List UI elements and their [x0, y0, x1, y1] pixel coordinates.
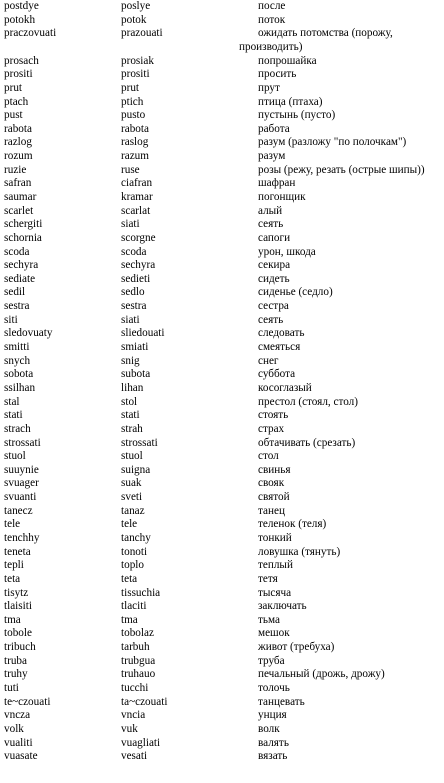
variant-word: sedieti: [121, 272, 151, 285]
russian-translation: [258, 396, 358, 410]
table-row: [0, 627, 444, 641]
table-row: [0, 696, 444, 710]
russian-translation: [258, 341, 300, 355]
source-word: sedil: [4, 286, 26, 299]
source-word: scarlet: [4, 204, 34, 217]
table-row: [0, 286, 444, 300]
translation-text: стол: [258, 450, 279, 463]
russian-translation: [258, 368, 295, 382]
table-row: [0, 191, 444, 205]
table-row: [0, 723, 444, 737]
variant-word: siati: [121, 313, 140, 326]
translation-text: после: [258, 0, 286, 12]
translation-text: танцевать: [258, 695, 305, 708]
translation-text: заключать: [258, 600, 307, 613]
russian-translation: [258, 382, 312, 396]
translation-text: работа: [258, 122, 290, 135]
russian-translation: [258, 723, 280, 737]
table-row: [0, 273, 444, 287]
russian-translation: [258, 177, 295, 191]
translation-text: тонкий: [258, 532, 292, 544]
variant-word: tele: [121, 518, 138, 531]
translation-text: косоглазый: [258, 381, 312, 394]
russian-translation: [258, 191, 306, 205]
source-word: postdye: [4, 0, 39, 12]
variant-word: suak: [121, 477, 142, 490]
table-row: [0, 327, 444, 341]
variant-word: sechyra: [121, 259, 156, 272]
translation-text: тьма: [258, 613, 280, 626]
source-word: sledovuaty: [4, 327, 53, 340]
russian-translation: [258, 82, 280, 96]
source-word: svuager: [4, 477, 39, 490]
translation-text: погонщик: [258, 190, 306, 203]
source-word: rabota: [4, 122, 32, 135]
translation-text: тетя: [258, 572, 278, 585]
variant-word: raslog: [121, 136, 149, 149]
source-word: volk: [4, 722, 24, 735]
table-row: [0, 573, 444, 587]
russian-translation: [258, 573, 278, 587]
source-word: ruzie: [4, 163, 27, 176]
table-row: [0, 177, 444, 191]
russian-translation: [258, 559, 293, 573]
russian-translation: [258, 355, 279, 369]
translation-text: труба: [258, 654, 285, 667]
table-row: [0, 518, 444, 532]
variant-word: tlaciti: [121, 600, 147, 613]
source-word: truba: [4, 654, 27, 667]
source-word: te~czouati: [4, 695, 51, 708]
russian-translation: [258, 232, 290, 246]
source-word: teta: [4, 572, 21, 585]
source-word: snych: [4, 354, 31, 367]
variant-word: razum: [121, 150, 149, 163]
russian-translation: [258, 737, 289, 751]
translation-text: пустынь (пусто): [258, 109, 336, 122]
russian-translation: [258, 55, 317, 69]
translation-text: секира: [258, 259, 291, 272]
russian-translation: [258, 600, 307, 614]
table-row: [0, 55, 444, 69]
translation-text: валять: [258, 736, 289, 749]
variant-word: vuagliati: [121, 736, 161, 749]
russian-translation: [258, 259, 290, 273]
russian-translation: [258, 614, 280, 628]
table-row: [0, 136, 444, 150]
translation-text: попрошайка: [258, 54, 317, 67]
table-row: [0, 300, 444, 314]
table-row: [0, 587, 444, 601]
translation-text: стоять: [258, 409, 289, 422]
russian-translation: [258, 246, 316, 260]
source-word: vuasate: [4, 750, 38, 763]
table-row: [0, 164, 444, 178]
source-word: strach: [4, 422, 31, 435]
variant-word: teta: [121, 572, 138, 585]
variant-word: ta~czouati: [121, 695, 168, 708]
translation-text: унция: [258, 709, 287, 722]
table-row: [0, 232, 444, 246]
table-row: [0, 423, 444, 437]
russian-translation: [258, 655, 285, 669]
russian-translation: [258, 532, 292, 546]
variant-word: scorgne: [121, 231, 156, 244]
table-row: [0, 641, 444, 655]
translation-text: волк: [258, 722, 280, 735]
variant-word: pusto: [121, 109, 146, 122]
variant-word: tma: [121, 613, 138, 626]
russian-translation: [258, 477, 284, 491]
source-word: stal: [4, 395, 20, 408]
source-word: tepli: [4, 559, 24, 572]
variant-word: ruse: [121, 163, 140, 176]
table-row: [0, 737, 444, 751]
translation-text: сестра: [258, 300, 289, 313]
variant-word: ptich: [121, 95, 144, 108]
russian-translation: [258, 273, 290, 287]
translation-text: сиденье (седло): [258, 286, 333, 299]
variant-word: snig: [121, 354, 140, 367]
table-row: [0, 409, 444, 423]
russian-translation: [258, 14, 285, 28]
variant-word: truhauo: [121, 668, 156, 681]
variant-word: poslye: [121, 0, 151, 12]
table-row: [0, 546, 444, 560]
source-word: saumar: [4, 190, 37, 203]
table-row: [0, 205, 444, 219]
source-word: vncza: [4, 709, 31, 722]
table-row: [0, 314, 444, 328]
variant-word: suigna: [121, 463, 151, 476]
translation-text: свояк: [258, 477, 285, 490]
translation-text: толочь: [258, 682, 290, 695]
russian-translation: [258, 464, 290, 478]
variant-word: trubgua: [121, 654, 156, 667]
source-word: tanecz: [4, 504, 33, 517]
russian-translation: [258, 109, 335, 123]
source-word: svuanti: [4, 491, 37, 504]
source-word: sechyra: [4, 259, 39, 272]
table-row: [0, 477, 444, 491]
variant-word: tarbuh: [121, 641, 150, 654]
translation-text: птица (птаха): [258, 95, 323, 108]
variant-word: stol: [121, 395, 138, 408]
variant-word: vncia: [121, 709, 146, 722]
table-row: [0, 396, 444, 410]
source-word: sediate: [4, 272, 36, 285]
variant-word: vuk: [121, 722, 138, 735]
source-word: safran: [4, 177, 32, 190]
translation-text: смеяться: [258, 341, 301, 354]
source-word: teneta: [4, 545, 31, 558]
variant-word: sestra: [121, 300, 147, 313]
table-row: [0, 123, 444, 137]
variant-word: sveti: [121, 491, 143, 504]
variant-word: vesati: [121, 750, 148, 763]
russian-translation: [258, 546, 340, 560]
russian-translation: [258, 205, 282, 219]
source-word: prositi: [4, 68, 33, 81]
table-row: [0, 109, 444, 123]
source-word: scoda: [4, 245, 30, 258]
variant-word: tanaz: [121, 504, 145, 517]
source-word: tobole: [4, 627, 32, 640]
translation-text: печальный (дрожь, дрожу): [258, 668, 385, 681]
variant-word: strah: [121, 422, 143, 435]
source-word: tribuch: [4, 641, 36, 654]
source-word: vualiti: [4, 736, 33, 749]
translation-text: разум (разложу "по полочкам"): [258, 136, 407, 149]
russian-translation: [258, 587, 291, 601]
translation-text: обтачивать (срезать): [258, 436, 356, 449]
source-word: stuol: [4, 450, 26, 463]
translation-text: вязать: [258, 750, 288, 763]
variant-word: sliedouati: [121, 327, 165, 340]
translation-text: ожидать потомства (порожу,: [258, 27, 393, 40]
table-row: [0, 96, 444, 110]
table-row: [0, 709, 444, 723]
table-row: [0, 150, 444, 164]
translation-text: мешок: [258, 627, 290, 640]
translation-text: снег: [258, 354, 279, 367]
variant-word: prosiak: [121, 54, 154, 67]
variant-word: tanchy: [121, 532, 151, 544]
source-word: schornia: [4, 231, 42, 244]
translation-text: свинья: [258, 463, 291, 476]
source-word: smitti: [4, 341, 30, 354]
variant-word: kramar: [121, 190, 153, 203]
table-row: [0, 27, 444, 54]
russian-translation: [258, 314, 283, 328]
source-word: ptach: [4, 95, 29, 108]
russian-translation: [258, 750, 287, 764]
table-row: [0, 14, 444, 28]
russian-translation: [258, 641, 334, 655]
russian-translation: [239, 27, 393, 53]
translation-text: теленок (теля): [258, 518, 327, 531]
table-row: [0, 341, 444, 355]
source-word: prut: [4, 81, 23, 94]
variant-word: prazouati: [121, 27, 163, 40]
russian-translation: [258, 96, 322, 110]
russian-translation: [258, 450, 279, 464]
russian-translation: [258, 437, 355, 451]
source-word: truhy: [4, 668, 28, 681]
russian-translation: [258, 491, 290, 505]
source-word: suuynie: [4, 463, 39, 476]
table-row: [0, 218, 444, 232]
source-word: ssilhan: [4, 381, 36, 394]
source-word: tuti: [4, 682, 19, 695]
table-row: [0, 259, 444, 273]
translation-text: сапоги: [258, 231, 291, 244]
russian-translation: [258, 409, 288, 423]
table-row: [0, 532, 444, 546]
translation-text: следовать: [258, 327, 305, 340]
translation-text: танец: [258, 504, 285, 517]
variant-word: prut: [121, 81, 140, 94]
source-word: strossati: [4, 436, 41, 449]
variant-word: lihan: [121, 381, 144, 394]
variant-word: sedlo: [121, 286, 145, 299]
table-row: [0, 559, 444, 573]
russian-translation: [258, 300, 289, 314]
table-row: [0, 368, 444, 382]
table-row: [0, 68, 444, 82]
translation-text: розы (режу, резать (острые шипы)): [258, 163, 425, 176]
russian-translation: [258, 218, 283, 232]
variant-word: strossati: [121, 436, 158, 449]
source-word: sestra: [4, 300, 30, 313]
variant-word: tissuchia: [121, 586, 161, 599]
translation-text: суббота: [258, 368, 296, 381]
russian-translation: [258, 164, 425, 178]
variant-word: potok: [121, 13, 147, 26]
table-row: [0, 82, 444, 96]
translation-text: престол (стоял, стол): [258, 395, 358, 408]
russian-translation: [258, 286, 333, 300]
translation-text: живот (требуха): [258, 641, 335, 654]
table-row: [0, 246, 444, 260]
table-row: [0, 450, 444, 464]
source-word: tisytz: [4, 586, 29, 599]
variant-word: rabota: [121, 122, 149, 135]
source-word: rozum: [4, 150, 33, 163]
table-row: [0, 464, 444, 478]
source-word: potokh: [4, 13, 36, 26]
translation-text: прут: [258, 81, 280, 94]
translation-text: урон, шкода: [258, 245, 316, 258]
table-row: [0, 750, 444, 764]
table-row: [0, 382, 444, 396]
variant-word: ciafran: [121, 177, 153, 190]
translation-text: просить: [258, 68, 297, 81]
russian-translation: [258, 668, 385, 682]
russian-translation: [258, 0, 285, 14]
source-word: prosach: [4, 54, 39, 67]
table-row: [0, 0, 444, 14]
russian-translation: [258, 627, 290, 641]
variant-word: stuol: [121, 450, 143, 463]
russian-translation: [258, 150, 285, 164]
table-row: [0, 437, 444, 451]
translation-text: шафран: [258, 177, 296, 190]
source-word: tma: [4, 613, 21, 626]
variant-word: siati: [121, 218, 140, 231]
russian-translation: [258, 505, 285, 519]
russian-translation: [258, 327, 304, 341]
source-word: stati: [4, 409, 23, 422]
translation-text: святой: [258, 491, 290, 504]
russian-translation: [258, 123, 290, 137]
variant-word: stati: [121, 409, 140, 422]
russian-translation: [258, 682, 290, 696]
translation-text: ловушка (тянуть): [258, 545, 341, 558]
table-row: [0, 655, 444, 669]
translation-text: теплый: [258, 559, 293, 572]
translation-text: тысяча: [258, 586, 292, 599]
translation-text: поток: [258, 13, 286, 26]
russian-translation: [258, 709, 287, 723]
variant-word: toplo: [121, 559, 144, 572]
source-word: tele: [4, 518, 21, 531]
variant-word: tobolaz: [121, 627, 154, 640]
translation-text: сеять: [258, 313, 284, 326]
table-row: [0, 682, 444, 696]
table-row: [0, 355, 444, 369]
variant-word: smiati: [121, 341, 149, 354]
source-word: praczovuati: [4, 27, 57, 40]
source-word: razlog: [4, 136, 32, 149]
variant-word: scoda: [121, 245, 147, 258]
variant-word: tonoti: [121, 545, 148, 558]
russian-translation: [258, 68, 296, 82]
source-word: tenchhy: [4, 532, 40, 544]
source-word: pust: [4, 109, 23, 122]
translation-text: страх: [258, 422, 285, 435]
table-row: [0, 614, 444, 628]
translation-text: сидеть: [258, 272, 290, 285]
variant-word: scarlat: [121, 204, 151, 217]
russian-translation: [258, 518, 326, 532]
translation-text: алый: [258, 204, 283, 217]
russian-translation: [258, 423, 284, 437]
russian-translation: [258, 136, 406, 150]
table-row: [0, 491, 444, 505]
variant-word: subota: [121, 368, 151, 381]
table-row: [0, 600, 444, 614]
translation-continuation: производить): [239, 40, 303, 53]
variant-word: prositi: [121, 68, 150, 81]
table-row: [0, 668, 444, 682]
table-row: [0, 505, 444, 519]
variant-word: tucchi: [121, 682, 149, 695]
source-word: tlaisiti: [4, 600, 32, 613]
source-word: schergiti: [4, 218, 43, 231]
russian-translation: [258, 696, 305, 710]
translation-text: разум: [258, 150, 286, 163]
source-word: sobota: [4, 368, 34, 381]
translation-text: сеять: [258, 218, 284, 231]
source-word: siti: [4, 313, 18, 326]
